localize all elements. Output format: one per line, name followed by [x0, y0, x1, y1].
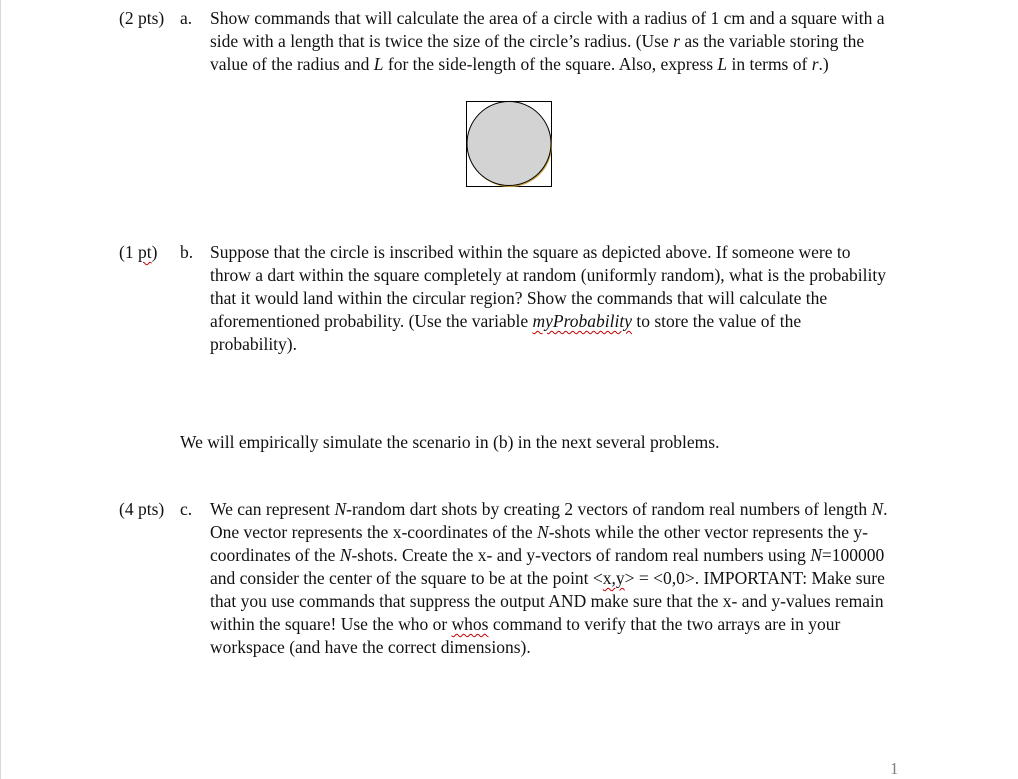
simulation-note: We will empirically simulate the scenario in (b) in the next several problems.	[180, 432, 720, 452]
question-b-points-text: (1	[119, 242, 138, 262]
point-xy: x,y	[602, 568, 625, 588]
question-a-text	[210, 7, 890, 76]
question-c-letter: c.	[180, 499, 193, 519]
question-a-points: (2 pts)	[119, 8, 165, 28]
question-b-text-part: Suppose that the circle is inscribed within the square as depicted above. If someone were to throw a dart within the square completely at random (uniformly random), what is the probability that it would land within the circular region? Show the commands that will calculate the aforementioned probability. (Use the variable	[210, 242, 887, 331]
question-b	[119, 241, 899, 356]
question-b-points-text: )	[151, 242, 158, 262]
variable-N: N	[334, 499, 347, 519]
variable-N: N	[537, 522, 549, 542]
variable-r: r	[811, 54, 819, 74]
question-a-letter: a.	[180, 8, 193, 28]
question-c-text	[210, 498, 890, 659]
whos-command: whos	[451, 614, 489, 634]
variable-myProbability: myProbability	[532, 311, 632, 331]
page-number: 1	[890, 759, 899, 778]
question-b-text	[210, 241, 890, 356]
question-a	[119, 7, 899, 76]
figure-svg	[466, 101, 552, 187]
variable-r: r	[673, 31, 680, 51]
question-a-text-part: for the side-length of the square. Also, express	[383, 54, 718, 74]
question-c-text-part: =100000 and consider the center of the square to be at the point <	[210, 545, 885, 588]
question-a-text-part: .)	[818, 54, 829, 74]
question-c-text-part: -random dart shots by creating 2 vectors of random real numbers of length	[346, 499, 872, 519]
variable-L: L	[373, 54, 384, 74]
variable-N: N	[339, 545, 352, 565]
inscribed-circle	[467, 102, 551, 186]
question-c-text-part: command to verify that the two arrays are in your workspace (and have the correct dimensions).	[210, 614, 841, 657]
variable-N: N	[871, 499, 884, 519]
question-c-text-part: -shots while the other vector represents the y-coordinates of the	[210, 522, 868, 565]
question-c-text-part: . One vector represents the x-coordinates of the	[210, 499, 888, 542]
question-c	[119, 498, 899, 659]
question-b-text-part: to store the value of the probability).	[210, 311, 802, 354]
question-c-text-part: -shots. Create the x- and y-vectors of random real numbers using	[351, 545, 811, 565]
question-a-text-part: Show commands that will calculate the area of a circle with a radius of 1 cm and a square with a side with a length that is twice the size of the circle’s radius. (Use	[210, 8, 885, 51]
question-c-text-part: > = <0,0>. IMPORTANT: Make sure that you use commands that suppress the output AND make sure that the x- and y-values remain within the square! Use the who or	[210, 568, 885, 634]
variable-N: N	[810, 545, 822, 565]
variable-L: L	[717, 54, 728, 74]
question-b-letter: b.	[180, 242, 194, 262]
question-c-text-part: We can represent	[210, 499, 335, 519]
question-c-points: (4 pts)	[119, 499, 165, 519]
question-b-points	[119, 241, 157, 264]
question-a-text-part: in terms of	[727, 54, 812, 74]
question-b-points-pt: pt	[137, 242, 152, 262]
circle-in-square-figure	[466, 101, 552, 187]
question-a-text-part: as the variable storing the value of the radius and	[210, 31, 865, 74]
page-border	[0, 0, 1, 779]
